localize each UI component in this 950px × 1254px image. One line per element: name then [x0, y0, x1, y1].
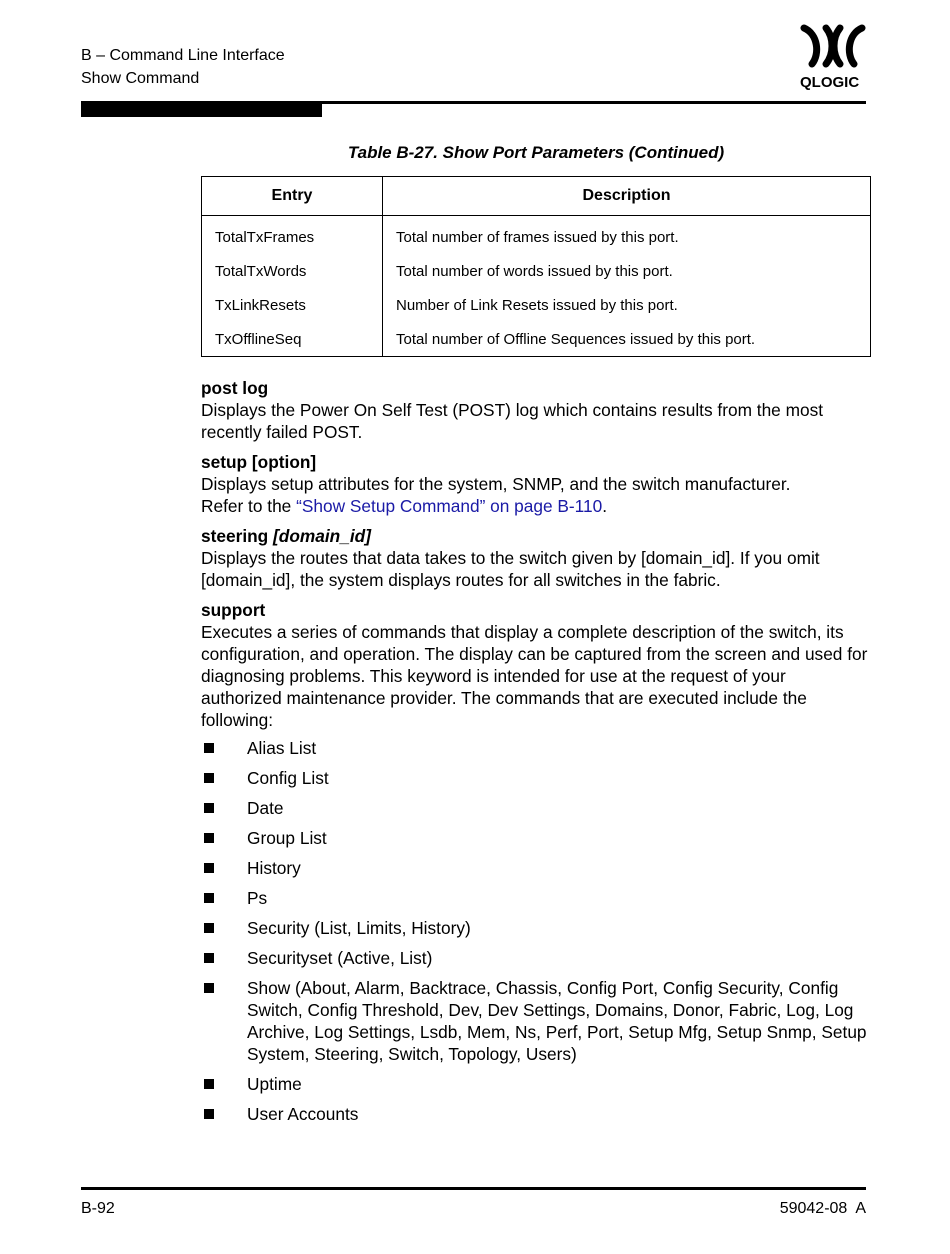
table-header-row: [202, 177, 871, 216]
description-cell: Total number of words issued by this port.: [383, 254, 871, 288]
list-item-text: Group List: [247, 828, 327, 848]
list-item: [201, 857, 871, 879]
list-item-text: Alias List: [247, 738, 317, 758]
bullet-square-icon: [204, 803, 214, 813]
entry-cell: TxLinkResets: [202, 288, 383, 322]
steering-heading: [201, 525, 871, 547]
list-item: [201, 1103, 871, 1125]
description-cell: Total number of frames issued by this port.: [383, 216, 871, 255]
list-item: [201, 827, 871, 849]
bullet-square-icon: [204, 983, 214, 993]
support-description: Executes a series of commands that display a complete description of the switch, its configuration, and operation. The display can be captured from the screen and used for diagnosing problems. This keyword is intended for use at the request of your authorized maintenance provider. The commands that are executed include the following:: [201, 622, 868, 730]
list-item-text: Config List: [247, 768, 329, 788]
description-cell: Total number of Offline Sequences issued by this port.: [383, 322, 871, 357]
table-row: [202, 216, 871, 255]
post-log-heading: post log: [201, 378, 269, 398]
setup-description: [201, 473, 871, 517]
logo-wordmark: QLOGIC: [800, 74, 860, 90]
list-item: [201, 737, 871, 759]
footer-rule: [81, 1187, 866, 1190]
list-item-text: User Accounts: [247, 1104, 359, 1124]
column-header-description: Description: [383, 177, 871, 216]
support-command-list: [201, 737, 871, 1125]
bullet-square-icon: [204, 923, 214, 933]
list-item-text: Uptime: [247, 1074, 302, 1094]
list-item: [201, 947, 871, 969]
qlogic-logo: [798, 24, 868, 90]
list-item-text: Date: [247, 798, 284, 818]
page-number: B-92: [81, 1200, 115, 1217]
setup-heading: setup [option]: [201, 452, 317, 472]
column-header-entry: Entry: [202, 177, 383, 216]
header-bar: [81, 101, 322, 117]
header-rule: [322, 101, 866, 104]
bullet-square-icon: [204, 953, 214, 963]
list-item: [201, 887, 871, 909]
list-item: [201, 1073, 871, 1095]
running-header: [81, 44, 285, 90]
table-row: [202, 254, 871, 288]
table-row: [202, 322, 871, 357]
setup-refer-suffix: .: [602, 496, 608, 516]
entry-cell: TxOfflineSeq: [202, 322, 383, 357]
steering-description: Displays the routes that data takes to the switch given by [domain_id]. If you omit [domain_id], the system displays routes for all switches in the fabric.: [201, 548, 820, 590]
chapter-title: B – Command Line Interface: [81, 47, 285, 64]
list-item-text: Securityset (Active, List): [247, 948, 433, 968]
list-item-text: Security (List, Limits, History): [247, 918, 471, 938]
bullet-square-icon: [204, 863, 214, 873]
bullet-square-icon: [204, 833, 214, 843]
entry-cell: TotalTxFrames: [202, 216, 383, 255]
table-row: [202, 288, 871, 322]
list-item: [201, 767, 871, 789]
document-id: 59042-08 A: [779, 1200, 866, 1217]
list-item: [201, 977, 871, 1065]
bullet-square-icon: [204, 1109, 214, 1119]
post-log-description: Displays the Power On Self Test (POST) log which contains results from the most recently failed POST.: [201, 400, 824, 442]
main-content: [201, 377, 871, 1133]
bullet-square-icon: [204, 1079, 214, 1089]
list-item-text: History: [247, 858, 301, 878]
support-heading: support: [201, 600, 266, 620]
table-caption: Table B-27. Show Port Parameters (Continued): [347, 143, 725, 162]
list-item: [201, 917, 871, 939]
list-item-text: Ps: [247, 888, 268, 908]
list-item-text: Show (About, Alarm, Backtrace, Chassis, Config Port, Config Security, Config Switch, Config Threshold, Dev, Dev Settings, Domains, Donor, Fabric, Log, Log Archive, Log Settings, Lsdb, Mem, Ns, Perf, Port, Setup Mfg, Setup Snmp, Setup System, Steering, Switch, Topology, Users): [247, 978, 867, 1064]
steering-keyword: steering: [201, 526, 274, 546]
setup-body: Displays setup attributes for the system, SNMP, and the switch manufacturer.: [201, 474, 791, 494]
setup-refer-prefix: Refer to the: [201, 496, 297, 516]
bullet-square-icon: [204, 893, 214, 903]
description-cell: Number of Link Resets issued by this port.: [383, 288, 871, 322]
entry-cell: TotalTxWords: [202, 254, 383, 288]
port-parameters-table: [201, 176, 871, 357]
bullet-square-icon: [204, 773, 214, 783]
show-setup-command-link[interactable]: “Show Setup Command” on page B-110: [296, 496, 603, 516]
list-item: [201, 797, 871, 819]
section-title: Show Command: [81, 70, 200, 87]
bullet-square-icon: [204, 743, 214, 753]
steering-param: [domain_id]: [273, 526, 371, 546]
